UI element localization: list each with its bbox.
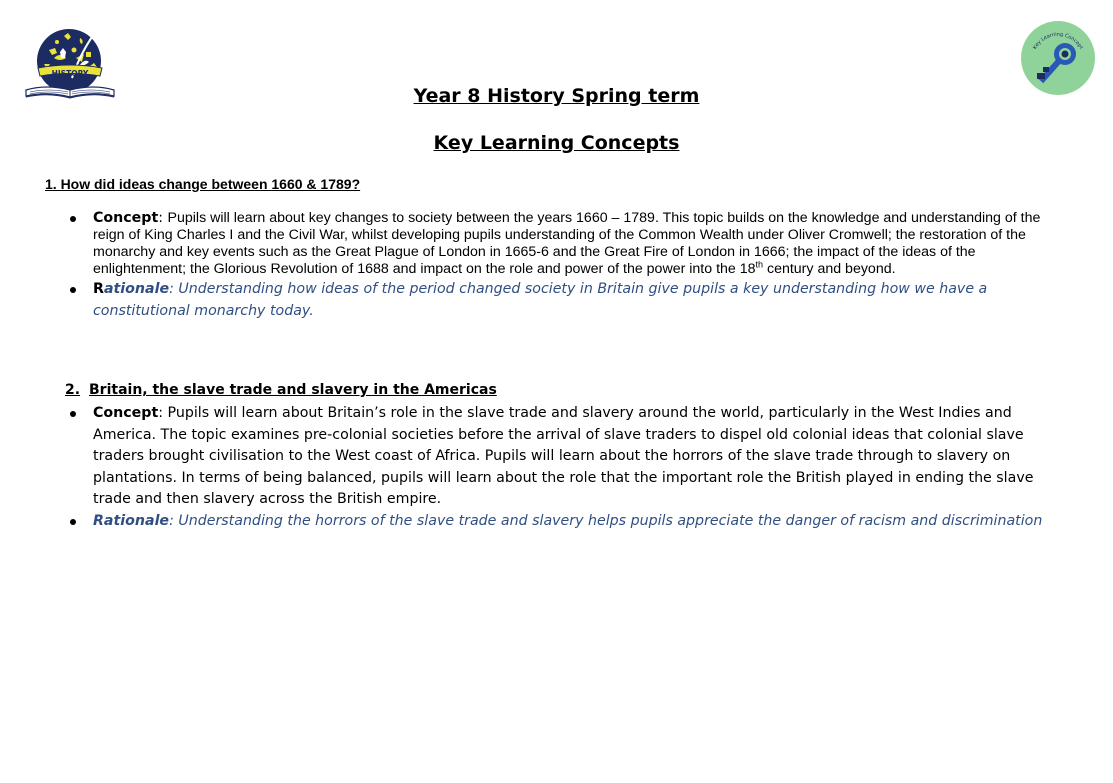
rationale-initial: R: [93, 281, 104, 297]
rationale-text: : Understanding the horrors of the slave trade and slavery helps pupils appreciate the danger of racism and discrimination: [169, 512, 1043, 529]
section-1-rationale: [62, 279, 1072, 322]
concept-sep: :: [158, 210, 168, 226]
concept-text: : Pupils will learn about Britain’s role in the slave trade and slavery around the world, particularly in the West Indies and America. The topic examines pre-colonial societies before the arrival of slave traders to dispel old colonial ideas that colonial slave traders brought civilisation to the West coast of Africa. Pupils will learn about the horrors of the slave trade through to slavery on plantations. In terms of being balanced, pupils will learn about the role that the important role the British played in ending the slave trade and then slavery across the British empire.: [93, 405, 1034, 507]
section-2-heading: [65, 382, 497, 398]
svg-text:HISTORY: HISTORY: [51, 69, 89, 78]
section-2-number: 2.: [65, 382, 81, 398]
rationale-label: ationale: [103, 281, 170, 297]
section-1-heading: 1. How did ideas change between 1660 & 1789?: [45, 176, 361, 192]
key-learning-concept-logo: [1021, 21, 1095, 95]
section-2-concept: [62, 403, 1072, 511]
section-1-concept: [62, 210, 1072, 278]
section-1-list: [62, 210, 1072, 322]
concept-sup: th: [755, 259, 764, 270]
concept-label: Concept: [93, 405, 159, 421]
key-icon: [1021, 21, 1095, 95]
section-2-list: [62, 403, 1072, 532]
page-subtitle: Key Learning Concepts: [433, 132, 680, 154]
concept-label: Concept: [93, 210, 159, 226]
concept-text-end: century and beyond.: [763, 261, 896, 277]
rationale-label: Rationale: [93, 512, 170, 529]
concept-text: Pupils will learn about key changes to society between the years 1660 – 1789. This topic builds on the knowledge and understanding of the reign of King Charles I and the Civil War, whilst developing pupils understanding of the Common Wealth under Oliver Cromwell; the restoration of the monarchy and key events such as the Great Plague of London in 1665-6 and the Great Fire of London in 1666; the impact of the ideas of the enlightenment; the Glorious Revolution of 1688 and impact on the role and power of the power into the 18: [93, 210, 1041, 277]
section-2-title: Britain, the slave trade and slavery in the Americas: [89, 382, 497, 398]
svg-text:Key Learning Concept: Key Learning Concept: [1032, 31, 1084, 51]
rationale-text: : Understanding how ideas of the period changed society in Britain give pupils a key understanding how we have a constitutional monarchy today.: [93, 281, 988, 319]
section-2-rationale: [62, 511, 1072, 533]
page-title: Year 8 History Spring term: [413, 85, 700, 107]
